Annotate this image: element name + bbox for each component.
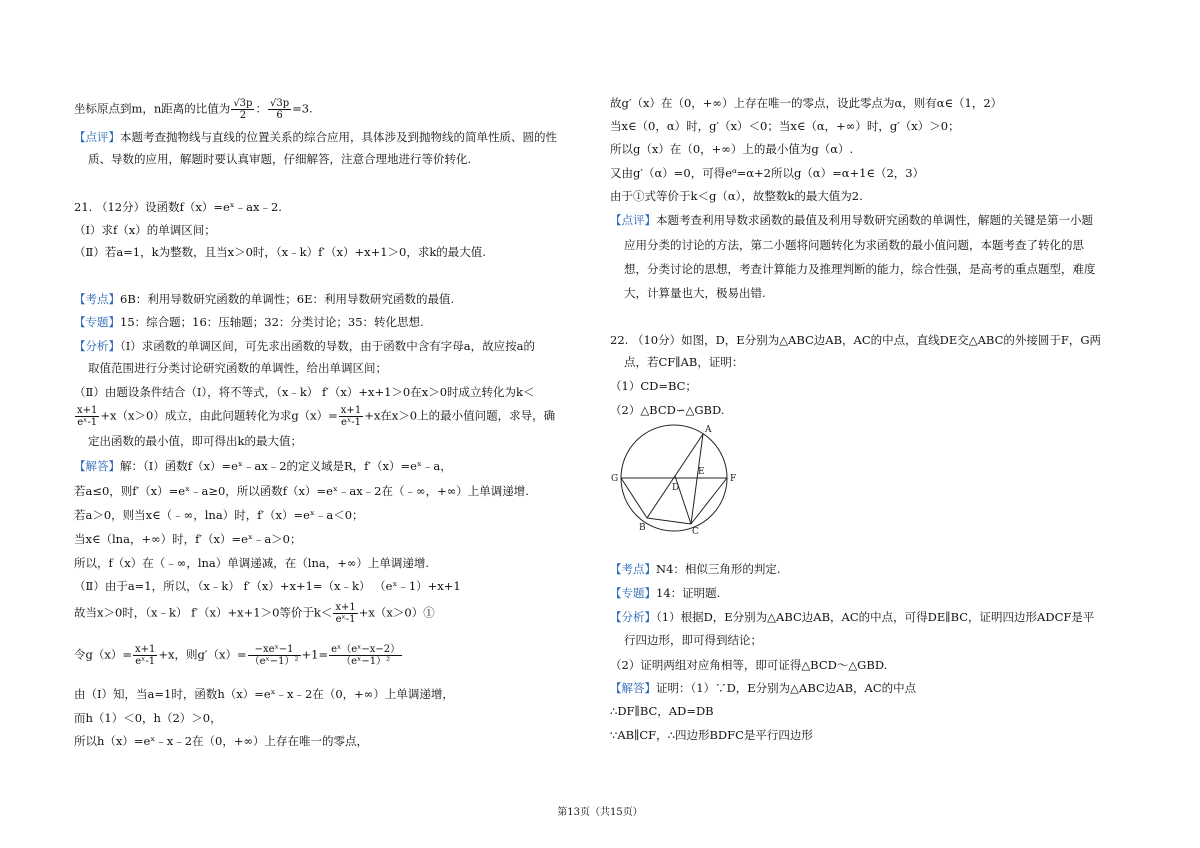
label-e: E [698, 467, 705, 477]
comment-line: 大，计算量也大，极易出错. [624, 286, 766, 300]
solution-line: 若a≤0，则f′（x）=eˣ﹣a≥0，所以函数f（x）=eˣ﹣ax﹣2在（﹣∞，+∞）上单调递增. [74, 484, 529, 498]
solution-line-fraction: 故当x＞0时，（x﹣k） f′（x）+x+1＞0等价于k＜ $\frac{x+1}{\text{eˣ-1}}$ +x（x＞0）① [74, 602, 435, 625]
label-f: F [730, 474, 737, 484]
fraction: $\frac{√3p}{6}$ [269, 98, 290, 121]
solution-line: 【解答】解：（Ⅰ）函数f（x）=eˣ﹣ax﹣2的定义域是R，f′（x）=eˣ﹣a， [74, 459, 452, 473]
label-g: G [611, 474, 619, 484]
analysis-line: （Ⅱ）由题设条件结合（Ⅰ），将不等式，（x﹣k） f′（x）+x+1＞0在x＞0时成立转化为k＜ [74, 385, 535, 399]
solution-line: 【解答】证明：（1）∵D，E分别为△ABC边AB，AC的中点 [610, 681, 917, 695]
comment-line: 质、导数的应用，解题时要认真审题，仔细解答，注意合理地进行等价转化. [88, 152, 472, 166]
knowledge-point: 【考点】6B：利用导数研究函数的单调性；6E：利用导数研究函数的最值. [74, 292, 455, 306]
analysis-line: 行四边形，即可得到结论； [624, 633, 762, 647]
fraction: $\frac{x+1}{\text{eˣ-1}}$ [134, 644, 156, 667]
label-c: C [692, 527, 699, 537]
comment-line: 【点评】本题考查利用导数求函数的最值及利用导数研究函数的单调性，解题的关键是第一小题 [610, 213, 1093, 227]
fraction: $\frac{x+1}{\text{eˣ-1}}$ [77, 405, 98, 428]
solution-line: 由于①式等价于k＜g（α），故整数k的最大值为2. [610, 189, 863, 203]
fraction: $\frac{\text{eˣ（eˣ−x−2）}}{\text{（eˣ−1）²}}$ [331, 644, 401, 667]
analysis-line: 取值范围进行分类讨论研究函数的单调性，给出单调区间； [88, 361, 387, 375]
solution-line: ∵AB∥CF，∴四边形BDFC是平行四边形 [610, 728, 813, 742]
topic: 【专题】14：证明题. [610, 586, 721, 600]
solution-line-fraction: 令g（x）= $\frac{x+1}{\text{eˣ-1}}$ +x，则g′（x）= $\frac{\text{−xeˣ−1}}{\text{（eˣ−1）²}}$ +1= $\frac{\text{eˣ（eˣ−x−2）}}{\text{（eˣ−1）²}}$ [74, 644, 401, 667]
question-21-title: 21. （12分）设函数f（x）=eˣ﹣ax﹣2. [74, 200, 282, 214]
solution-line: （Ⅱ）由于a=1，所以，（x﹣k） f′（x）+x+1=（x﹣k） （eˣ﹣1）+x+1 [74, 579, 461, 593]
solution-line: 当x∈（lna，+∞）时，f′（x）=eˣ﹣a＞0； [74, 532, 302, 546]
question-22-line: 点，若CF∥AB，证明： [624, 355, 744, 369]
solution-line: 所以，f（x）在（﹣∞，lna）单调递减，在（lna，+∞）上单调递增. [74, 556, 430, 570]
question-22-title: 22. （10分）如图，D，E分别为△ABC边AB，AC的中点，直线DE交△ABC的外接圆于F，G两 [610, 333, 1102, 347]
question-21-part2: （Ⅱ）若a=1，k为整数，且当x＞0时，（x﹣k）f′（x）+x+1＞0，求k的最大值. [74, 245, 486, 259]
solution-line: 当x∈（0，α）时，g′（x）＜0；当x∈（α，+∞）时，g′（x）＞0； [610, 119, 960, 133]
label-b: B [639, 523, 646, 533]
fraction: $\frac{x+1}{\text{eˣ-1}}$ [340, 405, 362, 428]
solution-line: 若a＞0，则当x∈（﹣∞，lna）时，f′（x）=eˣ﹣a＜0； [74, 508, 364, 522]
topic: 【专题】15：综合题；16：压轴题；32：分类讨论；35：转化思想. [74, 315, 424, 329]
geometry-figure [610, 422, 740, 537]
label-d: D [672, 483, 680, 493]
prev-answer-line: 坐标原点到m，n距离的比值为 $\frac{√3p}{2}$ ： $\frac{√3p}{6}$ =3. [74, 98, 313, 121]
analysis-line: 定出函数的最小值，即可得出k的最大值； [88, 434, 302, 448]
text: 坐标原点到m，n距离的比值为 [74, 101, 231, 116]
page-number: 第13页（共15页） [557, 807, 643, 818]
comment-line: 想，分类讨论的思想，考查计算能力及推理判断的能力，综合性强，是高考的重点题型，难度 [624, 262, 1096, 276]
question-22-part1: （1）CD=BC； [610, 379, 697, 393]
line-bc [647, 518, 691, 524]
solution-line: ∴DF∥BC，AD=DB [610, 704, 714, 718]
analysis-line-fraction: $\frac{x+1}{\text{eˣ-1}}$ +x（x＞0）成立，由此问题转化为求g（x）= $\frac{x+1}{\text{eˣ-1}}$ +x在x＞0上的最小值问题，求导，确 [77, 405, 556, 428]
analysis-line: 【分析】（Ⅰ）求函数的单调区间，可先求出函数的导数，由于函数中含有字母a，故应按a的 [74, 339, 536, 353]
comment-line: 应用分类的讨论的方法，第二小题将问题转化为求函数的最小值问题，本题考查了转化的思 [624, 238, 1084, 252]
fraction: $\frac{\text{−xeˣ−1}}{\text{（eˣ−1）²}}$ [249, 644, 299, 667]
solution-line: 由（Ⅰ）知，当a=1时，函数h（x）=eˣ﹣x﹣2在（0，+∞）上单调递增， [74, 687, 454, 701]
fraction: $\frac{√3p}{2}$ [233, 98, 253, 121]
analysis-line: 【分析】（1）根据D，E分别为△ABC边AB，AC的中点，可得DE∥BC，证明四边形ADCF是平 [610, 610, 1095, 624]
solution-line: 所以h（x）=eˣ﹣x﹣2在（0，+∞）上存在唯一的零点， [74, 734, 369, 748]
analysis-line: （2）证明两组对应角相等，即可证得△BCD～△GBD. [610, 658, 888, 672]
solution-line: 所以g（x）在（0，+∞）上的最小值为g（α）. [610, 142, 854, 156]
fraction: $\frac{x+1}{\text{eˣ-1}}$ [335, 602, 356, 625]
label-a: A [705, 425, 712, 435]
solution-line: 而h（1）＜0，h（2）＞0， [74, 711, 222, 725]
solution-line: 又由g′（α）=0，可得eᵅ=α+2所以g（α）=α+1∈（2，3） [610, 166, 925, 180]
knowledge-point: 【考点】N4：相似三角形的判定. [610, 562, 781, 576]
question-21-part1: （Ⅰ）求f（x）的单调区间； [74, 223, 216, 237]
solution-line: 故g′（x）在（0，+∞）上存在唯一的零点，设此零点为α，则有α∈（1，2） [610, 96, 1003, 110]
comment-line: 【点评】本题考查抛物线与直线的位置关系的综合应用，具体涉及到抛物线的简单性质、圆的性 [74, 130, 557, 144]
question-22-part2: （2）△BCD∽△GBD. [610, 403, 725, 417]
